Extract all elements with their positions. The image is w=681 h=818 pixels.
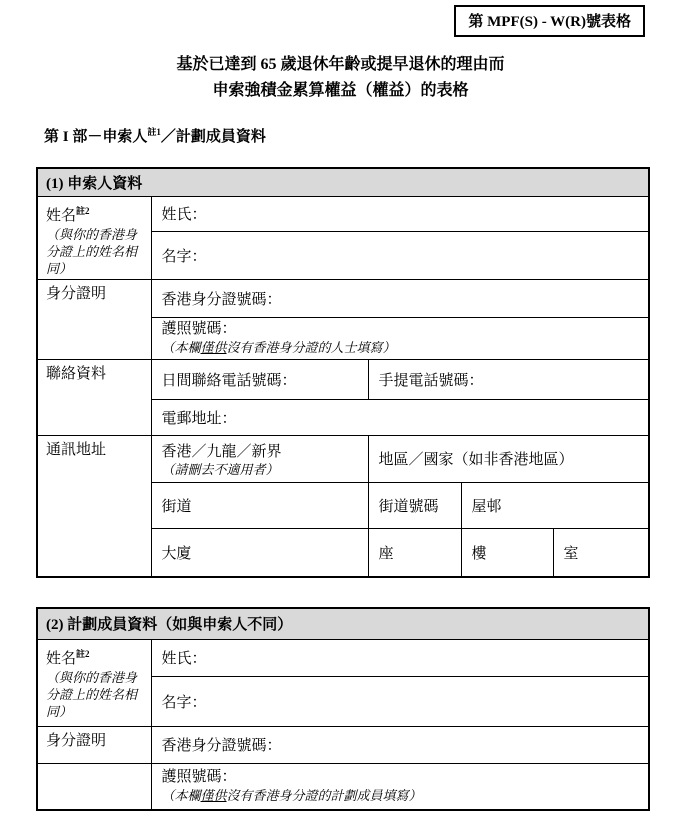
member-identity-label-cell: 身分證明	[37, 726, 151, 763]
building-field: 大廈	[151, 528, 368, 577]
name-footnote-ref: 註2	[76, 205, 90, 216]
member-surname-field: 姓氏：	[151, 639, 649, 676]
member-given-name-field: 名字：	[151, 676, 649, 726]
passport-note	[162, 339, 643, 356]
name-label: 姓名	[46, 207, 77, 224]
email-field: 電郵地址：	[151, 399, 649, 435]
hkid-row	[37, 279, 649, 317]
member-passport-note-pre: （本欄	[161, 788, 201, 804]
hkid-field: 香港身分證號碼：	[151, 279, 649, 317]
mobile-phone-field: 手提電話號碼：	[368, 359, 649, 399]
name-note: （與你的香港身分證上的姓名相同）	[46, 226, 138, 276]
top-bar	[0, 0, 681, 37]
part1-heading	[44, 125, 681, 146]
form-title-line1: 基於已達到 65 歲退休年齡或提早退休的理由而	[176, 56, 505, 73]
given-name-field: 名字：	[151, 232, 649, 279]
name-label-cell	[37, 196, 151, 279]
passport-note-underlined: 僅供	[200, 340, 227, 355]
district-country-cell: 地區／國家（如非香港地區）	[368, 435, 649, 482]
member-name-footnote-ref: 註2	[76, 648, 90, 659]
flat-field: 室	[553, 528, 649, 577]
surname-field: 姓氏：	[151, 196, 649, 232]
member-hkid-row	[37, 726, 649, 763]
surname-row	[37, 196, 649, 232]
member-surname-row	[37, 639, 649, 676]
member-passport-note-post: 沒有香港身分證的計劃成員填寫）	[226, 788, 422, 804]
table1-header: (1) 申索人資料	[37, 168, 649, 196]
region-cell	[151, 435, 368, 482]
region-options: 香港／九龍／新界	[161, 443, 282, 460]
estate-field: 屋邨	[461, 482, 649, 528]
passport-cell	[151, 317, 649, 359]
member-name-label-cell	[37, 639, 151, 726]
form-title-line2: 申索強積金累算權益（權益）的表格	[212, 82, 469, 99]
identity-label-cell: 身分證明	[37, 279, 151, 359]
part1-heading-prefix: 第 I 部－申索人	[44, 129, 148, 145]
member-name-label: 姓名	[46, 650, 77, 667]
passport-label: 護照號碼：	[161, 321, 237, 337]
name-label-line	[46, 202, 147, 226]
region-note: （請刪去不適用者）	[161, 461, 279, 477]
form-code-box	[454, 5, 645, 37]
passport-note-pre: （本欄	[161, 340, 201, 355]
table2-header: (2) 計劃成員資料（如與申索人不同）	[37, 608, 649, 639]
member-passport-note	[162, 787, 643, 804]
member-passport-note-underlined: 僅供	[200, 788, 227, 804]
phone-row	[37, 359, 649, 399]
claimant-info-table	[36, 167, 650, 578]
block-field: 座	[368, 528, 461, 577]
form-code-text: 第 MPF(S) - W(R)號表格	[468, 14, 631, 30]
member-passport-cell	[151, 763, 649, 810]
member-hkid-field: 香港身分證號碼：	[151, 726, 649, 763]
part1-heading-suffix: ／計劃成員資料	[160, 129, 266, 145]
part1-heading-footnote-ref: 註1	[147, 127, 161, 137]
table2-header-row	[37, 608, 649, 639]
scheme-member-info-table	[36, 607, 650, 811]
day-phone-field: 日間聯絡電話號碼：	[151, 359, 368, 399]
street-field: 街道	[151, 482, 368, 528]
region-row	[37, 435, 649, 482]
contact-label-cell: 聯絡資料	[37, 359, 151, 435]
table1-header-row	[37, 168, 649, 196]
passport-note-post: 沒有香港身分證的人士填寫）	[226, 340, 396, 355]
form-title	[0, 52, 681, 104]
street-number-field: 街道號碼	[368, 482, 461, 528]
member-passport-empty-cell	[37, 763, 151, 810]
floor-field: 樓	[461, 528, 553, 577]
member-passport-label: 護照號碼：	[161, 769, 237, 786]
member-name-label-line	[46, 645, 147, 669]
address-label-cell: 通訊地址	[37, 435, 151, 577]
member-name-note: （與你的香港身分證上的姓名相同）	[46, 669, 138, 719]
member-passport-row	[37, 763, 649, 810]
